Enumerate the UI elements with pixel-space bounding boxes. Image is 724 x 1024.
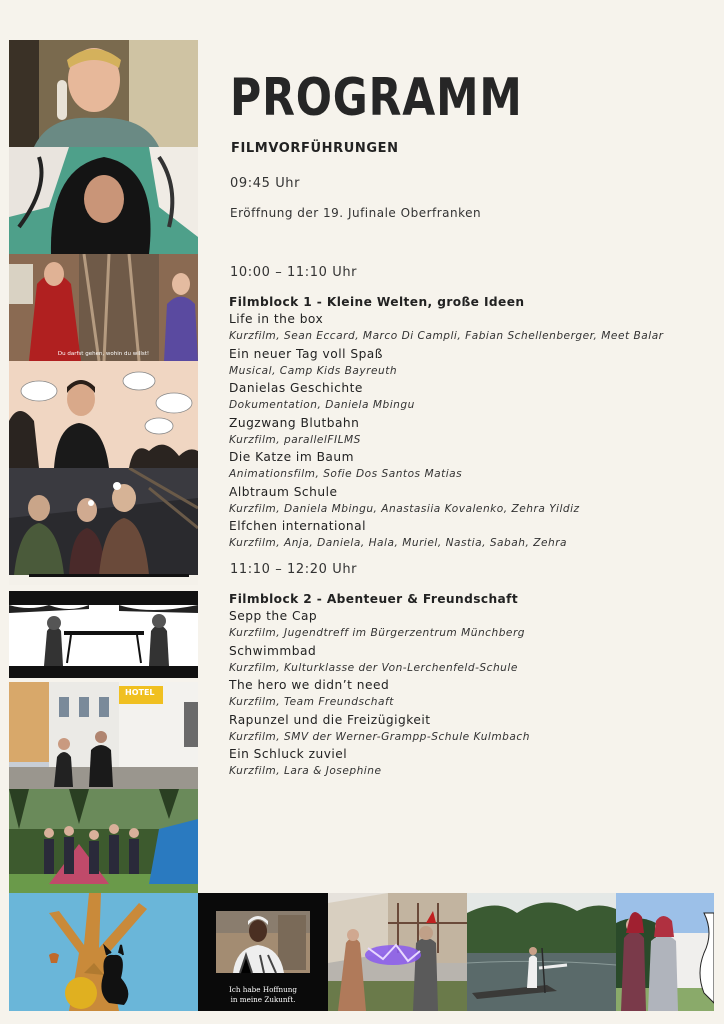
block-2-time: 11:10 – 12:20 Uhr xyxy=(230,562,358,577)
block-2-title: Filmblock 2 - Abenteuer & Freundschaft xyxy=(229,592,519,606)
film-block-2 xyxy=(229,590,719,781)
film-meta: Kurzfilm, Lara & Josephine xyxy=(229,765,382,777)
hope-caption-line2: in meine Zukunft. xyxy=(230,995,296,1004)
film-meta: Kurzfilm, SMV der Werner-Grampp-Schule Kulmbach xyxy=(229,730,530,743)
film-item xyxy=(229,484,719,519)
opening-time: 09:45 Uhr xyxy=(230,176,301,191)
film-title: Schwimmbad xyxy=(229,643,317,658)
block-1-title: Filmblock 1 - Kleine Welten, große Ideen xyxy=(229,295,525,309)
film-still-rapunzel xyxy=(9,254,198,361)
hope-caption-line1: Ich habe Hoffnung xyxy=(228,985,298,994)
film-item xyxy=(229,380,719,415)
film-item xyxy=(229,518,719,553)
film-block-1 xyxy=(229,293,719,553)
film-still-caption: Du darfst gehen, wohin du willst! xyxy=(57,351,150,357)
film-still-two-girls xyxy=(616,893,714,1011)
film-item xyxy=(229,449,719,484)
hotel-sign: HOTEL xyxy=(125,688,155,697)
film-still-magic xyxy=(328,893,467,1011)
film-still-group-tent xyxy=(9,789,198,893)
film-item xyxy=(229,643,719,678)
film-still-telephone xyxy=(9,40,198,147)
film-title: Danielas Geschichte xyxy=(229,381,363,395)
film-meta: Musical, Camp Kids Bayreuth xyxy=(229,364,398,377)
film-meta: Kurzfilm, Sean Eccard, Marco Di Campli, Fabian Schellenberger, Meet Balar xyxy=(229,330,664,342)
film-still-hotel xyxy=(9,682,198,789)
film-title: Die Katze im Baum xyxy=(229,450,354,464)
film-title: Ein neuer Tag voll Spaß xyxy=(229,346,383,361)
film-item xyxy=(229,746,719,781)
film-meta: Kurzfilm, Anja, Daniela, Hala, Muriel, Nastia, Sabah, Zehra xyxy=(229,537,568,549)
film-item xyxy=(229,311,719,346)
film-meta: Animationsfilm, Sofie Dos Santos Matias xyxy=(229,468,463,480)
film-still-flashlights xyxy=(9,468,198,585)
film-title: Life in the box xyxy=(229,312,324,326)
film-item xyxy=(229,712,719,747)
film-meta: Kurzfilm, parallelFILMS xyxy=(229,433,361,446)
film-title: The hero we didn’t need xyxy=(229,678,390,692)
film-item xyxy=(229,346,719,381)
film-item xyxy=(229,415,719,450)
film-meta: Dokumentation, Daniela Mbingu xyxy=(229,399,415,411)
opening-description: Eröffnung der 19. Jufinale Oberfranken xyxy=(230,206,482,220)
film-title: Albtraum Schule xyxy=(229,484,338,499)
film-title: Rapunzel und die Freizügigkeit xyxy=(229,712,431,727)
film-meta: Kurzfilm, Daniela Mbingu, Anastasiia Kovalenko, Zehra Yildiz xyxy=(229,502,580,515)
film-still-sketch-table xyxy=(9,591,198,678)
film-meta: Kurzfilm, Kulturklasse der Von-Lerchenfeld-Schule xyxy=(229,661,518,674)
film-item xyxy=(229,677,719,712)
film-still-headscarf xyxy=(9,147,198,254)
film-still-river-boat xyxy=(467,893,616,1011)
film-title: Elfchen international xyxy=(229,519,366,533)
film-still-cat-tree xyxy=(9,893,198,1011)
film-item xyxy=(229,608,719,643)
film-still-hope xyxy=(198,893,328,1011)
section-subtitle: FILMVORFÜHRUNGEN xyxy=(231,141,399,156)
film-title: Ein Schluck zuviel xyxy=(229,747,348,761)
film-meta: Kurzfilm, Team Freundschaft xyxy=(229,696,394,708)
block-1-time: 10:00 – 11:10 Uhr xyxy=(230,265,358,280)
film-title: Zugzwang Blutbahn xyxy=(229,415,360,430)
film-meta: Kurzfilm, Jugendtreff im Bürgerzentrum Münchberg xyxy=(229,627,526,639)
page-title: PROGRAMM xyxy=(230,68,523,128)
film-title: Sepp the Cap xyxy=(229,609,318,623)
film-still-speech-bubbles xyxy=(9,361,198,468)
